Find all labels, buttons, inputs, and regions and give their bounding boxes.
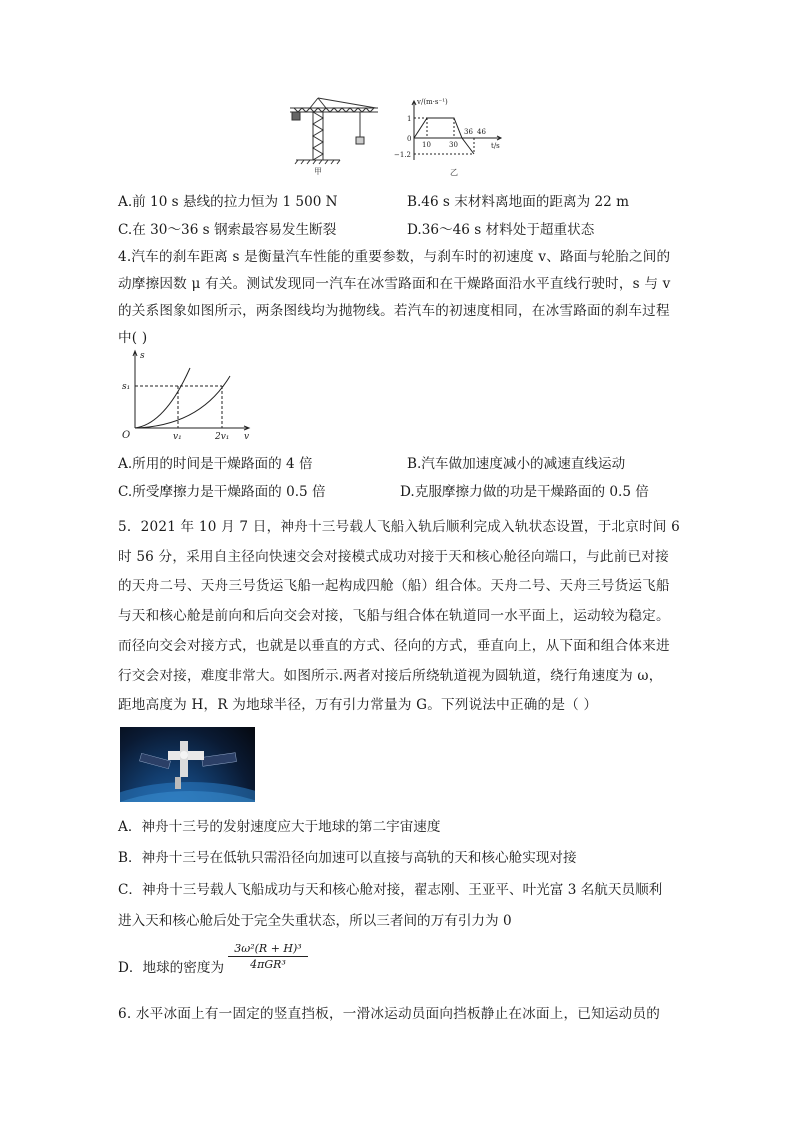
q5-line-7: 距地高度为 H，R 为地球半径，万有引力常量为 G。下列说法中正确的是（ ） [118, 697, 598, 713]
q4-line-4: 中( ) [118, 330, 148, 346]
fig-yi-label: 乙 [450, 168, 458, 177]
space-station-image [120, 727, 255, 802]
q4-option-a: A.所用的时间是干燥路面的 4 倍 [118, 456, 313, 472]
q5-line-5: 而径向交会对接方式，也就是以垂直的方式、径向的方式，垂直向上，从下面和组合体来进 [118, 638, 670, 654]
s1-label: s₁ [122, 382, 131, 392]
q5-option-d-prefix: D．地球的密度为 [118, 960, 225, 976]
origin-label: O [122, 430, 131, 441]
q5-option-a: A．神舟十三号的发射速度应大于地球的第二宇宙速度 [118, 819, 441, 835]
q3-option-a: A.前 10 s 悬线的拉力恒为 1 500 N [118, 194, 338, 210]
tick-y-1: 1 [407, 115, 412, 123]
s-axis-label: s [140, 351, 145, 361]
q6-line-1: 6. 水平冰面上有一固定的竖直挡板，一滑冰运动员面向挡板静止在冰面上，已知运动员的 [118, 1006, 661, 1022]
q3-option-d: D.36～46 s 材料处于超重状态 [407, 222, 595, 238]
q4-option-b: B.汽车做加速度减小的减速直线运动 [407, 456, 626, 472]
crane-figure [288, 96, 380, 176]
q5-option-c-line-2: 进入天和核心舱后处于完全失重状态，所以三者间的万有引力为 0 [118, 913, 512, 929]
2v1-label: 2v₁ [215, 432, 230, 442]
tick-y-0: 0 [407, 135, 412, 143]
fraction-numerator: 3ω²(R + H)³ [228, 942, 308, 957]
s-v-graph [120, 346, 255, 443]
q3-option-b: B.46 s 末材料离地面的距离为 22 m [407, 194, 629, 210]
q5-line-3: 的天舟二号、天舟三号货运飞船一起构成四舱（船）组合体。天舟二号、天舟三号货运飞船 [118, 578, 670, 594]
q4-line-1: 4.汽车的刹车距离 s 是衡量汽车性能的重要参数，与刹车时的初速度 v、路面与轮胎之间的 [118, 249, 671, 265]
v-axis-label: v [244, 432, 250, 442]
q4-option-c: C.所受摩擦力是干燥路面的 0.5 倍 [118, 484, 326, 500]
v1-label: v₁ [173, 432, 182, 442]
tick-x-10: 10 [422, 141, 431, 149]
tick-x-36: 36 [464, 128, 473, 136]
density-fraction [228, 942, 308, 971]
q5-option-c-line-1: C．神舟十三号载人飞船成功与天和核心舱对接，翟志刚、王亚平、叶光富 3 名航天员顺利 [118, 882, 663, 898]
q4-line-2: 动摩擦因数 μ 有关。测试发现同一汽车在冰雪路面和在干燥路面沿水平直线行驶时，s 与 v [118, 276, 671, 292]
tick-x-46: 46 [477, 128, 486, 136]
q3-option-c: C.在 30～36 s 钢索最容易发生断裂 [118, 222, 337, 238]
fig-jia-label: 甲 [314, 167, 322, 176]
x-axis-label: t/s [491, 142, 500, 150]
q5-line-4: 与天和核心舱是前向和后向交会对接，飞船与组合体在轨道同一水平面上，运动较为稳定。 [118, 608, 670, 624]
q5-line-2: 时 56 分，采用自主径向快速交会对接模式成功对接于天和核心舱径向端口，与此前已对接 [118, 549, 669, 565]
y-axis-label: v/(m·s⁻¹) [417, 98, 448, 106]
tick-x-30: 30 [449, 141, 458, 149]
tick-y-neg: −1.2 [394, 151, 411, 159]
q5-line-1: 5．2021 年 10 月 7 日，神舟十三号载人飞船入轨后顺利完成入轨状态设置，于北京时间 6 [118, 519, 680, 535]
vt-graph [392, 96, 512, 178]
q5-option-b: B．神舟十三号在低轨只需沿径向加速可以直接与高轨的天和核心舱实现对接 [118, 850, 577, 866]
q4-line-3: 的关系图象如图所示，两条图线均为抛物线。若汽车的初速度相同，在冰雪路面的刹车过程 [118, 303, 670, 319]
fraction-denominator: 4πGR³ [250, 958, 286, 971]
q5-line-6: 行交会对接，难度非常大。如图所示.两者对接后所绕轨道视为圆轨道，绕行角速度为 ω， [118, 668, 663, 684]
q4-option-d: D.克服摩擦力做的功是干燥路面的 0.5 倍 [400, 484, 649, 500]
